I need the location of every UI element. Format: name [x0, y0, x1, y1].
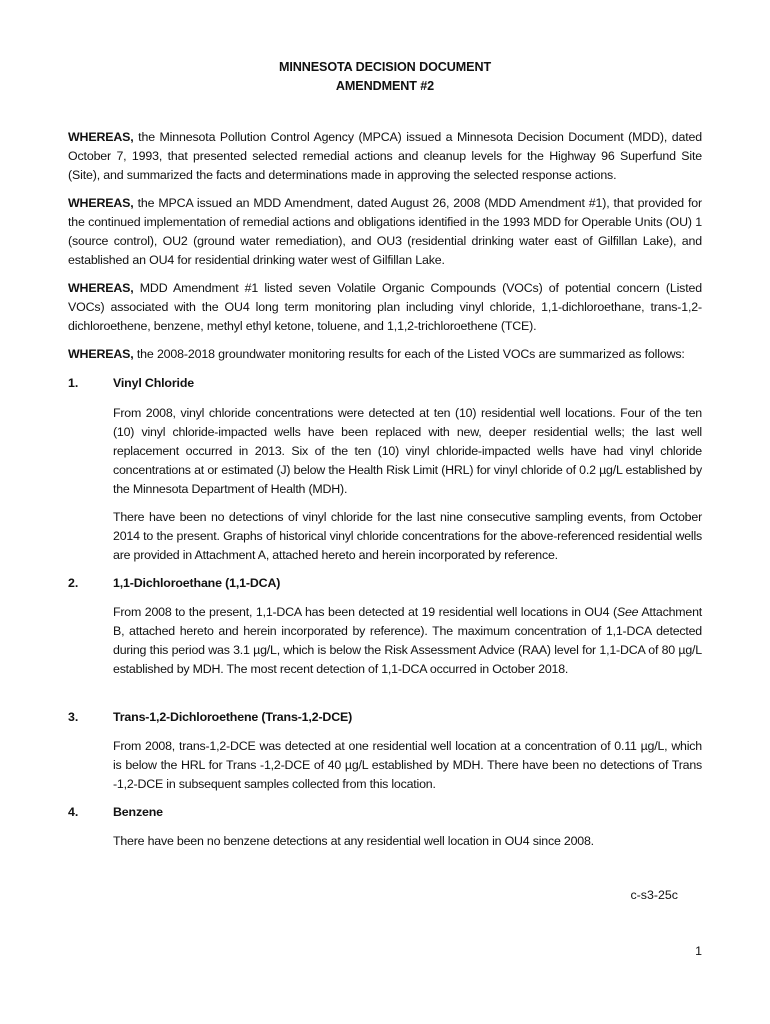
section-paragraph: There have been no detections of vinyl chloride for the last nine consecutive sampling events, from October 2014 to the present. Graphs of historical vinyl chloride concentrations for the above-referenced residential wells are provided in Attachment A, attached hereto and herein incorporated by reference. [113, 510, 702, 562]
section-heading: Benzene [113, 805, 163, 819]
paragraph-text: From 2008 to the present, 1,1-DCA has been detected at 19 residential well locations in OU4 ( [113, 605, 617, 619]
paragraph-text: Attachment B, attached hereto and herein incorporated by reference). The maximum concentration of 1,1-DCA detected during this period was 3.1 µg/L, which is below the Risk Assessment Advice (RAA) level for 1,1-DCA of 80 µg/L established by MDH. The most recent detection of 1,1-DCA occurred in October 2018. [113, 605, 703, 676]
section-paragraph: From 2008, trans-1,2-DCE was detected at one residential well location at a concentration of 0.11 µg/L, which is below the HRL for Trans -1,2-DCE of 40 µg/L established by MDH. There have been no detections of Trans -1,2-DCE in subsequent samples collected from this location. [113, 739, 702, 791]
whereas-paragraph-1 [68, 128, 702, 185]
section-heading: Vinyl Chloride [113, 376, 194, 390]
whereas-paragraph-4 [68, 345, 702, 364]
section-paragraph: There have been no benzene detections at any residential well location in OU4 since 2008. [113, 834, 594, 848]
section-paragraph: From 2008, vinyl chloride concentrations were detected at ten (10) residential well locations. Four of the ten (10) vinyl chloride-impacted wells have been replaced with new, deeper residential wells; the last well replacement occurred in 2013. Six of the ten (10) vinyl chloride-impacted wells have had vinyl chloride concentrations at or estimated (J) below the Health Risk Limit (HRL) for vinyl chloride of 0.2 µg/L established by the Minnesota Department of Health (MDH). [113, 406, 702, 496]
see-reference: See [616, 605, 639, 619]
whereas-label: WHEREAS, [68, 196, 134, 210]
whereas-label: WHEREAS, [68, 347, 134, 361]
section-number: 3. [68, 710, 79, 724]
paragraph-text: the Minnesota Pollution Control Agency (MPCA) issued a Minnesota Decision Document (MDD), dated October 7, 1993, that presented selected remedial actions and cleanup levels for the Highway 96 Superfund Site (Site), and summarized the facts and determinations made in approving the selected response actions. [68, 130, 702, 182]
section-heading: 1,1-Dichloroethane (1,1-DCA) [113, 576, 281, 590]
paragraph-text: MDD Amendment #1 listed seven Volatile Organic Compounds (VOCs) of potential concern (Listed VOCs) associated with the OU4 long term monitoring plan including vinyl chloride, 1,1-dichloroethane, trans-1,2-dichloroethene, benzene, methyl ethyl ketone, toluene, and 1,1,2-trichloroethene (TCE). [68, 281, 702, 333]
whereas-paragraph-3 [68, 279, 702, 336]
page-number: 1 [695, 944, 702, 958]
document-code: c-s3-25c [630, 888, 678, 902]
section-number: 4. [68, 805, 79, 819]
section-paragraph [113, 603, 702, 679]
document-title: MINNESOTA DECISION DOCUMENT [278, 60, 492, 74]
section-number: 2. [68, 576, 79, 590]
whereas-label: WHEREAS, [68, 281, 134, 295]
whereas-paragraph-2 [68, 194, 702, 270]
document-subtitle: AMENDMENT #2 [335, 79, 435, 93]
section-heading: Trans-1,2-Dichloroethene (Trans-1,2-DCE) [113, 710, 353, 724]
paragraph-text: the MPCA issued an MDD Amendment, dated August 26, 2008 (MDD Amendment #1), that provided for the continued implementation of remedial actions and obligations identified in the 1993 MDD for Operable Units (OU) 1 (source control), OU2 (ground water remediation), and OU3 (residential drinking water east of Gilfillan Lake), and established an OU4 for residential drinking water west of Gilfillan Lake. [68, 196, 702, 267]
section-number: 1. [68, 376, 79, 390]
paragraph-text: the 2008-2018 groundwater monitoring results for each of the Listed VOCs are summarized as follows: [133, 347, 685, 361]
whereas-label: WHEREAS, [68, 130, 134, 144]
